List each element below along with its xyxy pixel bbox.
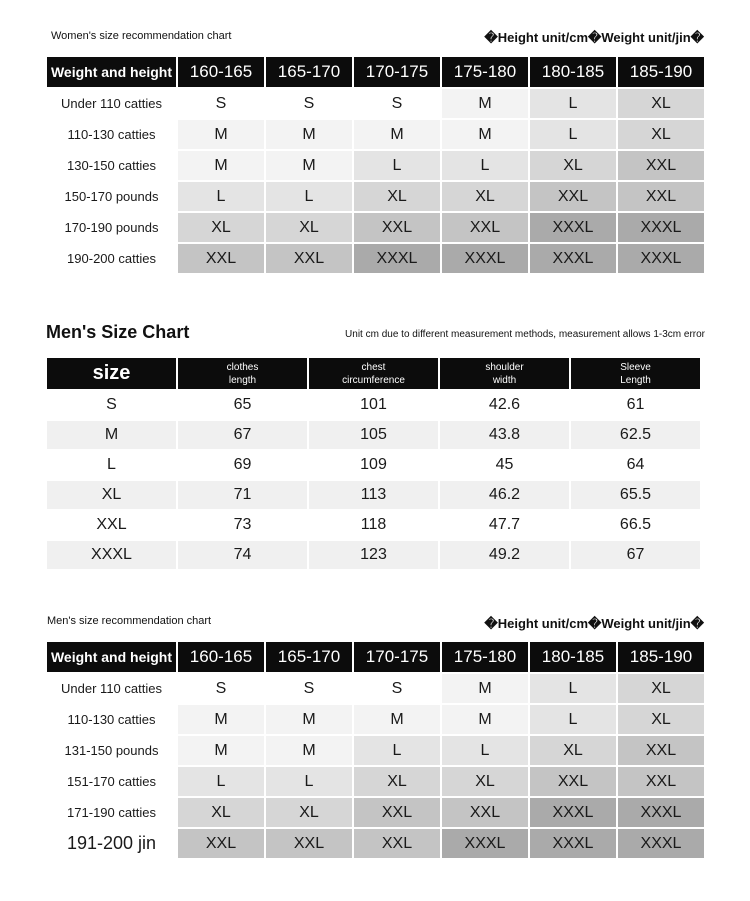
- size-cell: M: [442, 705, 528, 734]
- size-cell: XL: [618, 674, 704, 703]
- height-column-header: 170-175: [354, 57, 440, 87]
- size-cell: L: [530, 120, 616, 149]
- weight-row-label: 110-130 catties: [47, 120, 176, 149]
- size-cell: XL: [442, 767, 528, 796]
- measurement-cell: 118: [309, 511, 438, 539]
- measurement-cell: 61: [571, 391, 700, 419]
- men-rec-chart-title: Men's size recommendation chart: [47, 615, 212, 627]
- size-cell: XXXL: [618, 829, 704, 858]
- size-cell: M: [266, 151, 352, 180]
- size-cell: XL: [530, 151, 616, 180]
- table-row: [47, 736, 704, 765]
- height-column-header: 165-170: [266, 57, 352, 87]
- measurement-cell: 67: [571, 541, 700, 569]
- measurement-cell: 47.7: [440, 511, 569, 539]
- size-cell: XXL: [618, 182, 704, 211]
- table-row: [47, 674, 704, 703]
- size-cell: M: [178, 151, 264, 180]
- size-cell: XXL: [354, 798, 440, 827]
- size-cell: M: [354, 120, 440, 149]
- measurement-cell: 74: [178, 541, 307, 569]
- measurement-cell: 65: [178, 391, 307, 419]
- size-cell: XXL: [618, 736, 704, 765]
- header-line: clothes: [226, 361, 259, 373]
- size-cell: L: [178, 767, 264, 796]
- header-weight-and-height: Weight and height: [47, 642, 176, 672]
- size-cell: XXL: [618, 767, 704, 796]
- table-row: [47, 244, 704, 273]
- size-cell: M: [442, 120, 528, 149]
- weight-row-label: 130-150 catties: [47, 151, 176, 180]
- header-chest-circumference: [309, 358, 438, 389]
- weight-row-label: Under 110 catties: [47, 674, 176, 703]
- measurement-cell: 109: [309, 451, 438, 479]
- table-row: [47, 391, 700, 419]
- size-cell: XXXL: [618, 244, 704, 273]
- size-cell: XXXL: [530, 798, 616, 827]
- size-cell: XL: [618, 89, 704, 118]
- size-cell: S: [266, 89, 352, 118]
- header-shoulder-width: [440, 358, 569, 389]
- size-cell: L: [530, 674, 616, 703]
- size-cell: L: [266, 767, 352, 796]
- header-line: chest: [361, 361, 386, 373]
- size-cell: L: [530, 705, 616, 734]
- measurement-cell: 64: [571, 451, 700, 479]
- size-cell: L: [178, 182, 264, 211]
- measurement-cell: 73: [178, 511, 307, 539]
- men-size-chart-title: Men's Size Chart: [46, 322, 190, 342]
- men-measurement-table: [45, 356, 702, 571]
- header-size: size: [47, 358, 176, 389]
- size-cell: M: [178, 120, 264, 149]
- size-cell: L: [442, 151, 528, 180]
- measurement-cell: 65.5: [571, 481, 700, 509]
- size-cell: M: [354, 705, 440, 734]
- table-row: [47, 511, 700, 539]
- size-cell: XL: [178, 798, 264, 827]
- measurement-cell: 66.5: [571, 511, 700, 539]
- size-cell: XL: [266, 798, 352, 827]
- size-cell: L: [442, 736, 528, 765]
- size-cell: XL: [442, 182, 528, 211]
- header-line: Sleeve: [620, 361, 651, 373]
- size-cell: L: [354, 736, 440, 765]
- size-cell: XL: [530, 736, 616, 765]
- size-cell: XXL: [178, 244, 264, 273]
- measurement-note: Unit cm due to different measurement methods, measurement allows 1-3cm error: [345, 329, 705, 340]
- table-row: [47, 481, 700, 509]
- size-cell: XXL: [442, 213, 528, 242]
- table-row: [47, 89, 704, 118]
- size-cell: XXXL: [442, 244, 528, 273]
- size-cell: M: [266, 120, 352, 149]
- measurement-cell: 67: [178, 421, 307, 449]
- measurement-cell: 49.2: [440, 541, 569, 569]
- height-column-header: 175-180: [442, 57, 528, 87]
- weight-row-label: 170-190 pounds: [47, 213, 176, 242]
- weight-row-label: 110-130 catties: [47, 705, 176, 734]
- size-cell: M: [266, 705, 352, 734]
- table-row: [47, 151, 704, 180]
- size-cell: M: [178, 736, 264, 765]
- men-rec-size-table: [45, 640, 706, 860]
- size-cell: L: [530, 89, 616, 118]
- women-chart-units: �Height unit/cm�Weight unit/jin�: [484, 30, 704, 45]
- header-line: circumference: [342, 374, 405, 386]
- size-label: L: [47, 451, 176, 479]
- table-row: [47, 767, 704, 796]
- size-cell: XXL: [442, 798, 528, 827]
- weight-row-label: 131-150 pounds: [47, 736, 176, 765]
- size-cell: M: [442, 674, 528, 703]
- size-cell: XL: [618, 705, 704, 734]
- size-cell: XXXL: [530, 829, 616, 858]
- table-row: [47, 421, 700, 449]
- size-cell: S: [178, 674, 264, 703]
- size-cell: XL: [618, 120, 704, 149]
- size-cell: XXL: [266, 244, 352, 273]
- weight-row-label: 151-170 catties: [47, 767, 176, 796]
- table-row: [47, 705, 704, 734]
- measurement-cell: 101: [309, 391, 438, 419]
- size-cell: XXXL: [442, 829, 528, 858]
- table-row: [47, 120, 704, 149]
- size-cell: XXXL: [530, 244, 616, 273]
- size-cell: XXL: [354, 213, 440, 242]
- measurement-cell: 113: [309, 481, 438, 509]
- height-column-header: 165-170: [266, 642, 352, 672]
- size-label: XXXL: [47, 541, 176, 569]
- men-rec-chart-units: �Height unit/cm�Weight unit/jin�: [484, 616, 704, 631]
- height-column-header: 185-190: [618, 57, 704, 87]
- size-cell: XXXL: [618, 798, 704, 827]
- measurement-cell: 45: [440, 451, 569, 479]
- size-cell: S: [266, 674, 352, 703]
- size-label: S: [47, 391, 176, 419]
- height-column-header: 185-190: [618, 642, 704, 672]
- size-label: XL: [47, 481, 176, 509]
- size-cell: XL: [354, 767, 440, 796]
- size-cell: XXL: [530, 182, 616, 211]
- size-cell: XXXL: [618, 213, 704, 242]
- measurement-cell: 105: [309, 421, 438, 449]
- size-cell: XXL: [266, 829, 352, 858]
- size-cell: S: [354, 89, 440, 118]
- size-cell: L: [266, 182, 352, 211]
- header-line: Length: [620, 374, 651, 386]
- size-cell: L: [354, 151, 440, 180]
- size-cell: XXXL: [354, 244, 440, 273]
- size-cell: XXL: [354, 829, 440, 858]
- size-cell: S: [354, 674, 440, 703]
- height-column-header: 180-185: [530, 642, 616, 672]
- height-column-header: 180-185: [530, 57, 616, 87]
- height-column-header: 175-180: [442, 642, 528, 672]
- measurement-cell: 43.8: [440, 421, 569, 449]
- header-line: shoulder: [485, 361, 524, 373]
- height-column-header: 170-175: [354, 642, 440, 672]
- header-clothes-length: [178, 358, 307, 389]
- weight-row-label: 191-200 jin: [47, 829, 176, 858]
- measurement-cell: 62.5: [571, 421, 700, 449]
- women-chart-title: Women's size recommendation chart: [51, 30, 232, 42]
- table-row: [47, 541, 700, 569]
- size-cell: XXXL: [530, 213, 616, 242]
- header-line: length: [228, 374, 257, 386]
- table-row: [47, 798, 704, 827]
- size-cell: XL: [266, 213, 352, 242]
- size-cell: XXL: [618, 151, 704, 180]
- height-column-header: 160-165: [178, 57, 264, 87]
- weight-row-label: 150-170 pounds: [47, 182, 176, 211]
- size-cell: M: [266, 736, 352, 765]
- weight-row-label: Under 110 catties: [47, 89, 176, 118]
- measurement-cell: 71: [178, 481, 307, 509]
- size-cell: XL: [178, 213, 264, 242]
- weight-row-label: 190-200 catties: [47, 244, 176, 273]
- size-cell: XXL: [530, 767, 616, 796]
- measurement-cell: 46.2: [440, 481, 569, 509]
- header-line: width: [492, 374, 517, 386]
- header-weight-and-height: Weight and height: [47, 57, 176, 87]
- size-label: M: [47, 421, 176, 449]
- table-row: [47, 182, 704, 211]
- women-size-table: [45, 55, 706, 275]
- size-label: XXL: [47, 511, 176, 539]
- size-cell: XXL: [178, 829, 264, 858]
- table-row: [47, 213, 704, 242]
- measurement-cell: 123: [309, 541, 438, 569]
- size-cell: M: [178, 705, 264, 734]
- header-sleeve-length: [571, 358, 700, 389]
- size-cell: XL: [354, 182, 440, 211]
- height-column-header: 160-165: [178, 642, 264, 672]
- weight-row-label: 171-190 catties: [47, 798, 176, 827]
- measurement-cell: 69: [178, 451, 307, 479]
- size-cell: M: [442, 89, 528, 118]
- table-row: [47, 451, 700, 479]
- measurement-cell: 42.6: [440, 391, 569, 419]
- size-cell: S: [178, 89, 264, 118]
- table-row: [47, 829, 704, 858]
